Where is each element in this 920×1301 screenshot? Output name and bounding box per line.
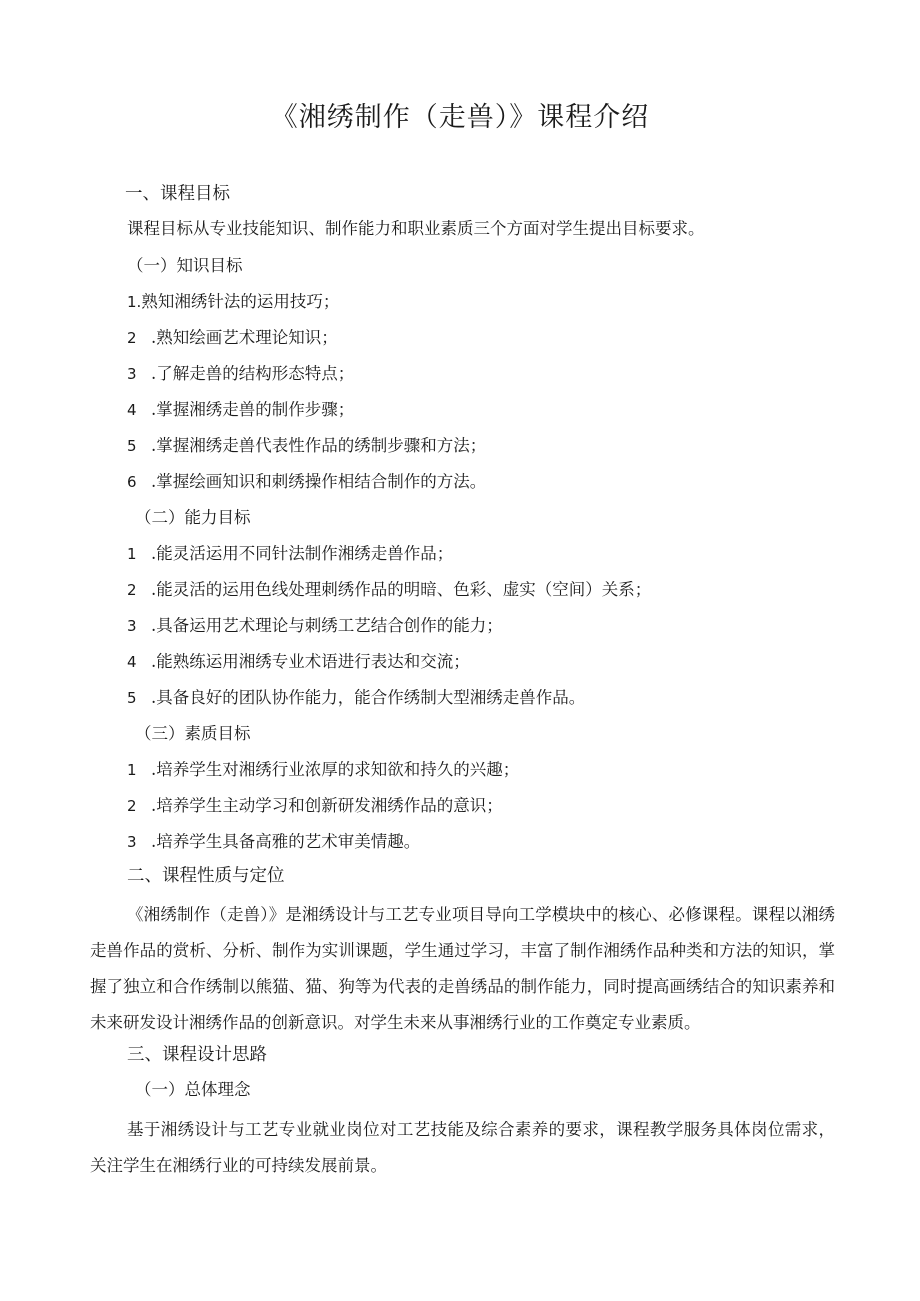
list-item xyxy=(127,758,519,782)
section-1-intro: 课程目标从专业技能知识、制作能力和职业素质三个方面对学生提出目标要求。 xyxy=(127,219,705,238)
list-item xyxy=(127,290,339,314)
list-item xyxy=(127,686,585,710)
list-item-text: .掌握湘绣走兽的制作步骤； xyxy=(151,400,355,419)
list-item-number: 5 xyxy=(127,437,137,455)
list-item-text: .培养学生对湘绣行业浓厚的求知欲和持久的兴趣； xyxy=(151,760,520,779)
list-item xyxy=(127,362,354,386)
list-item-text: .培养学生主动学习和创新研发湘绣作品的意识； xyxy=(151,796,503,815)
list-item-text: .了解走兽的结构形态特点； xyxy=(151,364,355,383)
quality-goals-heading: （三）素质目标 xyxy=(135,724,251,743)
list-item-number: 4 xyxy=(127,653,137,671)
list-item-number: 1 xyxy=(127,761,137,779)
list-item-text: .熟知绘画艺术理论知识； xyxy=(151,328,338,347)
section-2-body: 《湘绣制作（走兽）》是湘绣设计与工艺专业项目导向工学模块中的核心、必修课程。课程以湘绣走兽作品的赏析、分析、制作为实训课题，学生通过学习，丰富了制作湘绣作品种类和方法的知识，掌握了独立和合作绣制以熊猫、猫、狗等为代表的走兽绣品的制作能力，同时提高画绣结合的知识素养和未来研发设计湘绣作品的创新意识。对学生未来从事湘绣行业的工作奠定专业素质。 xyxy=(90,905,835,1032)
list-item-number: 1 xyxy=(127,545,137,563)
overall-concept-heading: （一）总体理念 xyxy=(135,1080,251,1099)
list-item xyxy=(127,830,420,854)
section-2-heading: 二、课程性质与定位 xyxy=(127,866,285,886)
list-item-text: 熟知湘绣针法的运用技巧； xyxy=(141,292,340,311)
list-item-number: 1. xyxy=(127,293,142,311)
list-item-text: .掌握湘绣走兽代表性作品的绣制步骤和方法； xyxy=(151,436,487,455)
list-item xyxy=(127,398,354,422)
list-item-number: 5 xyxy=(127,689,137,707)
list-item-text: .能灵活运用不同针法制作湘绣走兽作品； xyxy=(151,544,454,563)
list-item xyxy=(127,650,470,674)
list-item-text: .具备运用艺术理论与刺绣工艺结合创作的能力； xyxy=(151,616,503,635)
list-item-text: .能灵活的运用色线处理刺绣作品的明暗、色彩、虚实（空间）关系； xyxy=(151,580,652,599)
overall-concept-body: 基于湘绣设计与工艺专业就业岗位对工艺技能及综合素养的要求，课程教学服务具体岗位需求，关注学生在湘绣行业的可持续发展前景。 xyxy=(90,1120,835,1175)
section-3-heading: 三、课程设计思路 xyxy=(127,1045,267,1065)
list-item-text: .培养学生具备高雅的艺术审美情趣。 xyxy=(151,832,421,851)
list-item-number: 2 xyxy=(127,581,137,599)
list-item xyxy=(127,542,453,566)
list-item xyxy=(127,794,503,818)
list-item-number: 2 xyxy=(127,329,137,347)
list-item-number: 6 xyxy=(127,473,137,491)
section-1-heading: 一、课程目标 xyxy=(125,184,230,204)
list-item-text: .能熟练运用湘绣专业术语进行表达和交流； xyxy=(151,652,470,671)
list-item-number: 3 xyxy=(127,617,137,635)
list-item-number: 2 xyxy=(127,797,137,815)
list-item xyxy=(127,434,486,458)
ability-goals-heading: （二）能力目标 xyxy=(135,508,251,527)
list-item xyxy=(127,578,651,602)
list-item-text: .具备良好的团队协作能力，能合作绣制大型湘绣走兽作品。 xyxy=(151,688,586,707)
list-item xyxy=(127,470,486,494)
list-item xyxy=(127,614,503,638)
list-item-number: 3 xyxy=(127,833,137,851)
document-title: 《湘绣制作（走兽）》课程介绍 xyxy=(270,102,650,133)
knowledge-goals-heading: （一）知识目标 xyxy=(127,256,243,275)
list-item-text: .掌握绘画知识和刺绣操作相结合制作的方法。 xyxy=(151,472,487,491)
list-item-number: 4 xyxy=(127,401,137,419)
list-item xyxy=(127,326,338,350)
list-item-number: 3 xyxy=(127,365,137,383)
